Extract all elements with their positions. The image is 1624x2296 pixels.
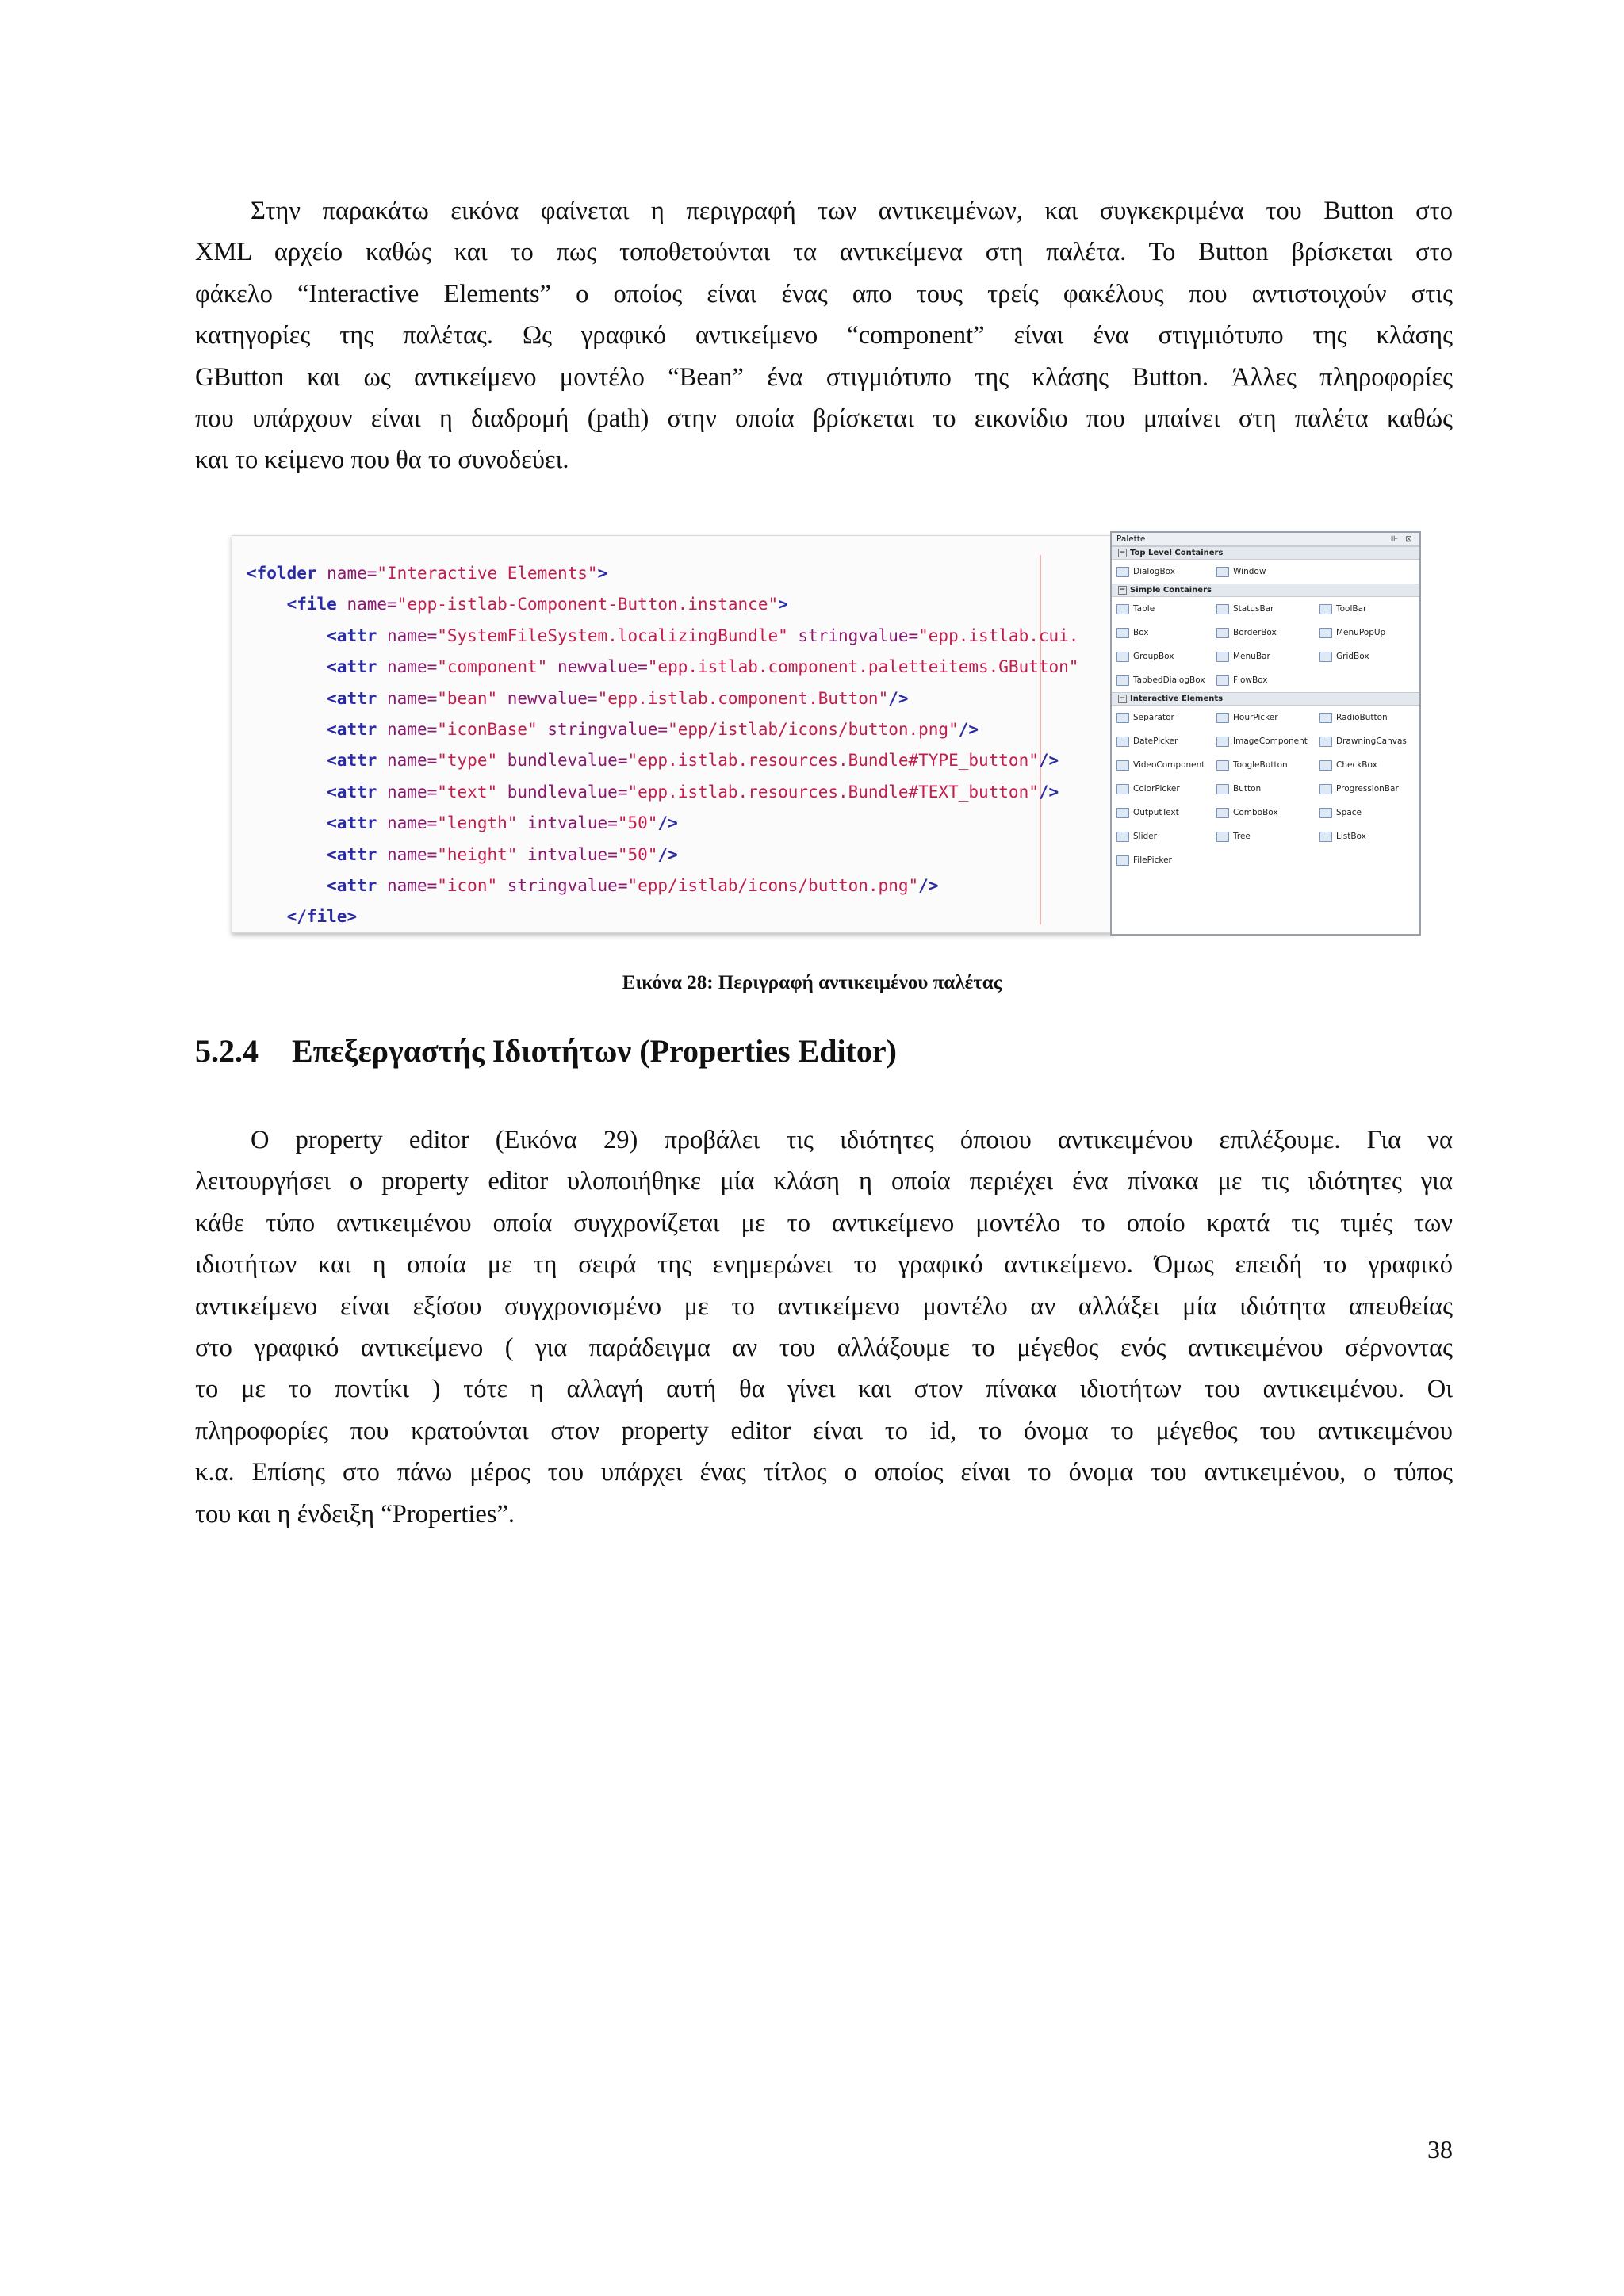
- component-icon: [1320, 784, 1332, 794]
- palette-item[interactable]: [1320, 753, 1377, 777]
- component-icon: [1116, 737, 1129, 747]
- palette-item[interactable]: [1216, 668, 1268, 692]
- palette-row: [1112, 729, 1419, 753]
- page-number: 38: [1427, 2135, 1453, 2164]
- component-icon: [1216, 760, 1229, 771]
- palette-item-label: HourPicker: [1233, 713, 1278, 722]
- palette-item-label: ToolBar: [1336, 604, 1367, 614]
- palette-item[interactable]: [1216, 753, 1288, 777]
- palette-item[interactable]: [1320, 706, 1388, 729]
- palette-category[interactable]: [1112, 692, 1419, 706]
- component-icon: [1116, 675, 1129, 686]
- component-icon: [1320, 713, 1332, 723]
- paragraph-line: αντικείμενο είναι εξίσου συγχρονισμένο με το αντικείμενο μοντέλο αν αλλάξει μία ιδιότητα απευθείας: [195, 1292, 1453, 1321]
- component-icon: [1320, 760, 1332, 771]
- component-icon: [1116, 832, 1129, 842]
- xml-code-screenshot: [232, 535, 1113, 933]
- paragraph-line: GButton και ως αντικείμενο μοντέλο “Bean” ένα στιγμιότυπο της κλάσης Button. Άλλες πληροφορίες: [195, 362, 1453, 392]
- paragraph-line: στο γραφικό αντικείμενο ( για παράδειγμα αν του αλλάξουμε το μέγεθος ενός αντικειμένου σέρνοντας: [195, 1334, 1453, 1363]
- section-title: Επεξεργαστής Ιδιοτήτων (Properties Editor): [292, 1033, 897, 1069]
- component-icon: [1320, 808, 1332, 818]
- palette-item-label: Table: [1133, 604, 1155, 614]
- palette-item[interactable]: [1216, 645, 1270, 668]
- code-line: <folder name="Interactive Elements">: [247, 564, 608, 583]
- palette-item[interactable]: [1216, 597, 1274, 621]
- palette-item[interactable]: [1320, 825, 1366, 848]
- palette-row: [1112, 597, 1419, 621]
- palette-item[interactable]: [1216, 621, 1277, 645]
- palette-item-label: FlowBox: [1233, 675, 1268, 685]
- paragraph-line: του και η ένδειξη “Properties”.: [195, 1499, 515, 1529]
- palette-item[interactable]: [1320, 729, 1407, 753]
- component-icon: [1116, 628, 1129, 638]
- paragraph-line: το με το ποντίκι ) τότε η αλλαγή αυτή θα γίνει και στον πίνακα ιδιοτήτων του αντικειμένου. Οι: [195, 1375, 1453, 1404]
- palette-item[interactable]: [1116, 729, 1178, 753]
- collapse-icon[interactable]: −: [1119, 548, 1126, 557]
- paragraph-line: λειτουργήσει ο property editor υλοποιήθηκε μία κλάση η οποία περιέχει ένα πίνακα με τις ιδιότητες για: [195, 1167, 1453, 1196]
- palette-item-label: VideoComponent: [1133, 760, 1205, 770]
- palette-item[interactable]: [1116, 645, 1174, 668]
- xml-code-block: [247, 558, 1078, 933]
- component-icon: [1216, 784, 1229, 794]
- component-icon: [1116, 713, 1129, 723]
- palette-row: [1112, 645, 1419, 668]
- component-icon: [1116, 784, 1129, 794]
- palette-item-label: Button: [1233, 784, 1262, 794]
- paragraph-line: XML αρχείο καθώς και το πως τοποθετούνται τα αντικείμενα στη παλέτα. Το Button βρίσκεται στο: [195, 238, 1453, 267]
- palette-item-label: RadioButton: [1336, 713, 1388, 722]
- code-line: <attr name="type" bundlevalue="epp.istlab.resources.Bundle#TYPE_button"/>: [327, 751, 1059, 771]
- palette-item-label: GridBox: [1336, 652, 1369, 661]
- palette-item-label: MenuBar: [1233, 652, 1270, 661]
- palette-item-label: ToogleButton: [1233, 760, 1288, 770]
- section-heading: [195, 1032, 897, 1070]
- palette-window-controls-icon[interactable]: ⊪ ⊠: [1390, 534, 1415, 544]
- palette-item[interactable]: [1320, 621, 1385, 645]
- code-line: <attr name="icon" stringvalue="epp/istlab/icons/button.png"/>: [327, 876, 939, 896]
- palette-item[interactable]: [1116, 668, 1205, 692]
- palette-item-label: StatusBar: [1233, 604, 1274, 614]
- component-icon: [1320, 628, 1332, 638]
- code-line: <attr name="bean" newvalue="epp.istlab.component.Button"/>: [327, 688, 909, 708]
- palette-item[interactable]: [1116, 597, 1155, 621]
- palette-item-label: ProgressionBar: [1336, 784, 1399, 794]
- palette-item-label: BorderBox: [1233, 628, 1277, 637]
- collapse-icon[interactable]: −: [1119, 694, 1126, 702]
- palette-row: [1112, 777, 1419, 801]
- component-icon: [1216, 604, 1229, 614]
- paragraph-line: κ.α. Επίσης στο πάνω μέρος του υπάρχει ένας τίτλος ο οποίος είναι το όνομα του αντικειμένου, ο τύπος: [195, 1458, 1453, 1487]
- palette-category-label: Simple Containers: [1130, 586, 1212, 595]
- palette-item[interactable]: [1116, 706, 1174, 729]
- component-icon: [1116, 760, 1129, 771]
- palette-row: [1112, 706, 1419, 729]
- palette-item-label: CheckBox: [1336, 760, 1377, 770]
- palette-row: [1112, 825, 1419, 848]
- palette-item-label: DrawningCanvas: [1336, 737, 1407, 746]
- palette-row: [1112, 801, 1419, 825]
- paragraph-line: ιδιοτήτων και η οποία με τη σειρά της ενημερώνει το γραφικό αντικείμενο. Όμως επειδή το γραφικό: [195, 1250, 1453, 1280]
- code-line: <file name="epp-istlab-Component-Button.instance">: [286, 595, 788, 614]
- palette-item-label: ColorPicker: [1133, 784, 1180, 794]
- palette-item-label: Slider: [1133, 832, 1157, 841]
- palette-item[interactable]: [1116, 801, 1179, 825]
- component-icon: [1216, 737, 1229, 747]
- palette-item[interactable]: [1216, 801, 1278, 825]
- palette-item-label: ListBox: [1336, 832, 1366, 841]
- palette-item-label: MenuPopUp: [1336, 628, 1386, 637]
- code-line: <attr name="height" intvalue="50"/>: [327, 844, 678, 864]
- paragraph-line: και το κείμενο που θα το συνοδεύει.: [195, 446, 569, 475]
- palette-item-label: ImageComponent: [1233, 737, 1308, 746]
- properties-editor-paragraph: [195, 1119, 1453, 1535]
- component-icon: [1320, 832, 1332, 842]
- code-line: <attr name="component" newvalue="epp.istlab.component.paletteitems.GButton": [327, 657, 1079, 677]
- palette-item[interactable]: [1320, 597, 1366, 621]
- component-icon: [1216, 713, 1229, 723]
- palette-item[interactable]: [1216, 729, 1308, 753]
- component-icon: [1116, 567, 1129, 577]
- palette-title: Palette: [1116, 534, 1146, 544]
- palette-item-label: OutputText: [1133, 808, 1179, 817]
- palette-category[interactable]: [1112, 584, 1419, 597]
- paragraph-line: κάθε τύπο αντικειμένου οποία συγχρονίζεται με το αντικείμενο μοντέλο το οποίο κρατά τις τιμές των: [195, 1208, 1453, 1238]
- component-icon: [1116, 855, 1129, 866]
- code-line: <attr name="SystemFileSystem.localizingBundle" stringvalue="epp.istlab.cui.: [327, 626, 1079, 645]
- palette-item[interactable]: [1216, 560, 1266, 584]
- palette-row: [1112, 668, 1419, 692]
- paragraph-line: κατηγορίες της παλέτας. Ως γραφικό αντικείμενο “component” είναι ένα στιγμιότυπο της κλάσης: [195, 321, 1453, 350]
- paragraph-line: που υπάρχουν είναι η διαδρομή (path) στην οποία βρίσκεται το εικονίδιο που μπαίνει στη παλέτα καθώς: [195, 404, 1453, 434]
- paragraph-line: Ο property editor (Εικόνα 29) προβάλει τις ιδιότητες όποιου αντικειμένου επιλέξουμε. Για να: [251, 1126, 1453, 1154]
- component-icon: [1216, 832, 1229, 842]
- palette-item[interactable]: [1116, 848, 1172, 872]
- figure-palette-description: [232, 531, 1423, 937]
- component-icon: [1216, 652, 1229, 662]
- palette-item[interactable]: [1320, 645, 1369, 668]
- palette-row: [1112, 621, 1419, 645]
- palette-item[interactable]: [1216, 706, 1278, 729]
- palette-item-label: Separator: [1133, 713, 1174, 722]
- code-line: <attr name="text" bundlevalue="epp.istlab.resources.Bundle#TEXT_button"/>: [327, 782, 1059, 802]
- palette-category[interactable]: [1112, 546, 1419, 560]
- palette-item[interactable]: [1320, 801, 1362, 825]
- palette-category-label: Top Level Containers: [1130, 549, 1224, 557]
- palette-row: [1112, 848, 1419, 872]
- code-line: <attr name="iconBase" stringvalue="epp/istlab/icons/button.png"/>: [327, 720, 979, 740]
- component-icon: [1320, 604, 1332, 614]
- palette-item[interactable]: [1216, 825, 1251, 848]
- component-icon: [1116, 808, 1129, 818]
- palette-item[interactable]: [1116, 777, 1180, 801]
- palette-body: [1112, 546, 1419, 872]
- component-icon: [1216, 675, 1229, 686]
- palette-title-bar: [1112, 533, 1419, 546]
- paragraph-line: πληροφορίες που κρατούνται στον property editor είναι το id, το όνομα το μέγεθος του αντικειμένου: [195, 1416, 1453, 1445]
- palette-item-label: DialogBox: [1133, 567, 1175, 576]
- component-icon: [1216, 808, 1229, 818]
- palette-item[interactable]: [1116, 621, 1149, 645]
- palette-item-label: ComboBox: [1233, 808, 1278, 817]
- palette-item-label: Tree: [1233, 832, 1251, 841]
- palette-panel: [1110, 531, 1421, 936]
- code-line: <attr name="length" intvalue="50"/>: [327, 813, 678, 833]
- palette-item-label: Window: [1233, 567, 1266, 576]
- palette-item-label: DatePicker: [1133, 737, 1178, 746]
- component-icon: [1320, 652, 1332, 662]
- palette-row: [1112, 560, 1419, 584]
- palette-item[interactable]: [1116, 560, 1175, 584]
- code-line: </file>: [286, 907, 358, 927]
- component-icon: [1320, 737, 1332, 747]
- palette-item-label: TabbedDialogBox: [1133, 675, 1205, 685]
- paragraph-line: Στην παρακάτω εικόνα φαίνεται η περιγραφή των αντικειμένων, και συγκεκριμένα του Button στο: [251, 197, 1453, 225]
- collapse-icon[interactable]: −: [1119, 585, 1126, 594]
- palette-item[interactable]: [1216, 777, 1261, 801]
- palette-item-label: Space: [1336, 808, 1362, 817]
- palette-category-label: Interactive Elements: [1130, 695, 1224, 703]
- palette-item-label: GroupBox: [1133, 652, 1174, 661]
- palette-row: [1112, 753, 1419, 777]
- figure-caption: Εικόνα 28: Περιγραφή αντικειμένου παλέτας: [622, 972, 1002, 993]
- component-icon: [1216, 628, 1229, 638]
- paragraph-line: φάκελο “Interactive Elements” ο οποίος είναι ένας απο τους τρείς φακέλους που αντιστοιχούν στις: [195, 279, 1453, 308]
- component-icon: [1216, 567, 1229, 577]
- palette-item[interactable]: [1320, 777, 1399, 801]
- palette-item-label: FilePicker: [1133, 855, 1172, 865]
- palette-item-label: Box: [1133, 628, 1149, 637]
- intro-paragraph: [195, 190, 1453, 481]
- component-icon: [1116, 604, 1129, 614]
- section-number: 5.2.4: [195, 1033, 259, 1069]
- component-icon: [1116, 652, 1129, 662]
- palette-item[interactable]: [1116, 753, 1205, 777]
- palette-item[interactable]: [1116, 825, 1157, 848]
